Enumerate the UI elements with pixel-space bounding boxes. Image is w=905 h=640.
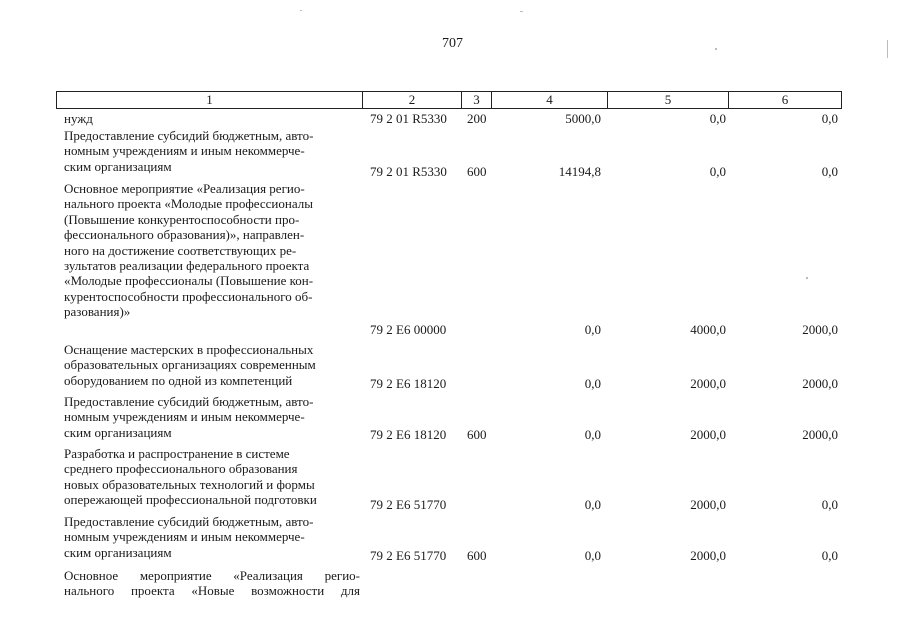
description-line: Оснащение мастерских в профессиональных [64, 342, 314, 357]
table-header [56, 91, 842, 109]
scan-speck [520, 11, 523, 12]
scan-speck [806, 277, 808, 279]
row-expense-type: 600 [467, 548, 487, 563]
row-expense-type: 600 [467, 164, 487, 179]
row-value-col6: 2000,0 [802, 376, 838, 391]
row-expense-type: 600 [467, 427, 487, 442]
description-line: номным учреждениям и иным некоммерче- [64, 409, 305, 425]
row-value-col5: 2000,0 [690, 548, 726, 563]
row-value-col4: 0,0 [584, 376, 601, 391]
description-line: новых образовательных технологий и формы [64, 476, 315, 492]
row-code: 79 2 E6 18120 [370, 427, 447, 442]
description-line: (Повышение конкурентоспособности про- [64, 211, 300, 227]
page-number: 707 [442, 36, 463, 51]
description-line: «Молодые профессионалы (Повышение кон- [64, 273, 314, 289]
description-line: ного на достижение соответствующих ре- [64, 242, 297, 258]
row-value-col6: 0,0 [821, 497, 838, 512]
row-description [64, 568, 360, 599]
description-line: образовательных организациях современным [64, 357, 316, 373]
row-value-col5: 4000,0 [690, 322, 726, 337]
row-value-col4: 0,0 [584, 322, 601, 337]
header-col-1: 1 [206, 92, 213, 107]
row-value-col5: 0,0 [709, 111, 726, 126]
description-line: разования)» [64, 304, 131, 320]
row-code: 79 2 E6 00000 [370, 322, 447, 337]
row-value-col6: 0,0 [821, 111, 838, 126]
scan-speck [887, 40, 888, 58]
row-description [64, 514, 360, 560]
header-col-4: 4 [546, 92, 553, 107]
description-line: опережающей профессиональной подготовки [64, 492, 317, 508]
description-line: нального проекта «Молодые профессионалы [64, 196, 313, 212]
row-value-col4: 0,0 [584, 497, 601, 512]
description-line: Предоставление субсидий бюджетным, авто- [64, 128, 314, 143]
description-line: ским организациям [64, 544, 172, 560]
row-value-col5: 2000,0 [690, 427, 726, 442]
header-col-5: 5 [664, 92, 672, 107]
row-value-col6: 0,0 [821, 164, 838, 179]
row-code: 79 2 E6 51770 [370, 548, 447, 563]
description-line: оборудованием по одной из компетенций [64, 372, 293, 388]
description-line: среднего профессионального образования [64, 461, 298, 477]
description-line: номным учреждениям и иным некоммерче- [64, 529, 305, 545]
row-value-col4: 14194,8 [558, 164, 601, 179]
row-value-col6: 2000,0 [802, 322, 838, 337]
row-value-col4: 5000,0 [565, 111, 601, 126]
row-value-col6: 2000,0 [802, 427, 838, 442]
row-description [64, 446, 360, 508]
row-value-col6: 0,0 [821, 548, 838, 563]
description-line: ским организациям [64, 424, 172, 440]
description-line: Основное мероприятие «Реализация регио- [64, 181, 305, 196]
description-line: Предоставление субсидий бюджетным, авто- [64, 514, 314, 529]
description-line: номным учреждениям и иным некоммерче- [64, 143, 305, 159]
description-line: фессионального образования)», направлен- [64, 227, 305, 243]
row-value-col4: 0,0 [584, 427, 601, 442]
scan-speck [300, 10, 302, 11]
row-value-col5: 2000,0 [690, 497, 726, 512]
row-expense-type: 200 [467, 111, 487, 126]
row-code: 79 2 01 R5330 [370, 164, 447, 179]
row-description [64, 111, 360, 126]
row-description [64, 181, 360, 320]
description-line: ским организациям [64, 158, 172, 174]
header-col-3: 3 [473, 92, 480, 107]
description-line: Основное мероприятие «Реализация регио- [64, 568, 360, 583]
description-line: Разработка и распространение в системе [64, 446, 290, 461]
description-line: зультатов реализации федерального проекта [64, 258, 310, 274]
row-value-col5: 2000,0 [690, 376, 726, 391]
description-line: нального проекта «Новые возможности для [64, 583, 360, 599]
row-code: 79 2 E6 18120 [370, 376, 447, 391]
description-line: Предоставление субсидий бюджетным, авто- [64, 394, 314, 409]
row-description [64, 128, 360, 174]
header-col-6: 6 [781, 92, 789, 107]
row-code: 79 2 E6 51770 [370, 497, 447, 512]
row-code: 79 2 01 R5330 [370, 111, 447, 126]
description-line: курентоспособности профессионального об- [64, 288, 313, 304]
row-description [64, 342, 360, 388]
header-col-2: 2 [408, 92, 416, 107]
row-description [64, 394, 360, 440]
row-value-col5: 0,0 [709, 164, 726, 179]
description-line: нужд [64, 111, 93, 126]
scan-speck [715, 48, 717, 50]
row-value-col4: 0,0 [584, 548, 601, 563]
